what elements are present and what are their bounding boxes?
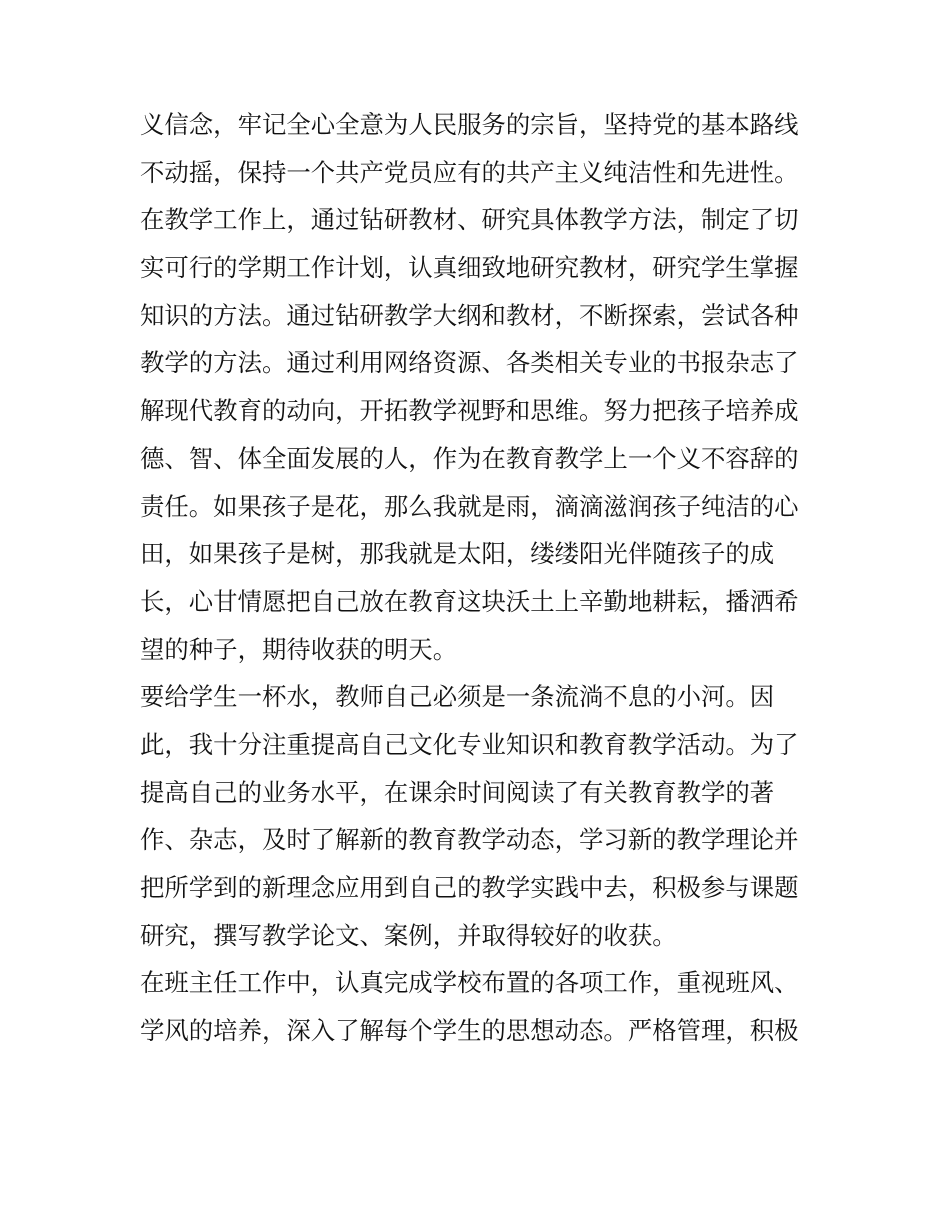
text-line: 知识的方法。通过钻研教学大纲和教材，不断探索，尝试各种 xyxy=(140,300,799,330)
text-line: 德、智、体全面发展的人，作为在教育教学上一个义不容辞的 xyxy=(140,443,799,473)
body-text xyxy=(140,101,820,1055)
text-line: 作、杂志，及时了解新的教育教学动态，学习新的教学理论并 xyxy=(140,825,799,855)
text-line: 把所学到的新理念应用到自己的教学实践中去，积极参与课题 xyxy=(140,873,799,902)
text-line: 责任。如果孩子是花，那么我就是雨，滴滴滋润孩子纯洁的心 xyxy=(140,491,799,521)
text-line: 解现代教育的动向，开拓教学视野和思维。努力把孩子培养成 xyxy=(140,396,799,426)
text-line: 教学的方法。通过利用网络资源、各类相关专业的书报杂志了 xyxy=(140,348,799,378)
text-line: 此，我十分注重提高自己文化专业知识和教育教学活动。为了 xyxy=(140,729,799,759)
text-line: 长，心甘情愿把自己放在教育这块沃土上辛勤地耕耘，播洒希 xyxy=(140,586,799,616)
text-line: 田，如果孩子是树，那我就是太阳，缕缕阳光伴随孩子的成 xyxy=(140,539,775,569)
text-line: 望的种子，期待收获的明天。 xyxy=(140,634,458,664)
text-line: 要给学生一杯水，教师自己必须是一条流淌不息的小河。因 xyxy=(140,682,775,712)
text-line: 不动摇，保持一个共产党员应有的共产主义纯洁性和先进性。 xyxy=(140,157,799,187)
text-line: 实可行的学期工作计划，认真细致地研究教材，研究学生掌握 xyxy=(140,253,799,283)
text-line: 义信念，牢记全心全意为人民服务的宗旨，坚持党的基本路线 xyxy=(140,110,799,139)
text-line: 学风的培养，深入了解每个学生的思想动态。严格管理，积极 xyxy=(140,1016,799,1046)
text-line: 提高自己的业务水平，在课余时间阅读了有关教育教学的著 xyxy=(140,777,775,807)
text-line: 在教学工作上，通过钻研教材、研究具体教学方法，制定了切 xyxy=(140,205,799,235)
text-line: 在班主任工作中，认真完成学校布置的各项工作，重视班风、 xyxy=(140,968,799,998)
text-line: 研究，撰写教学论文、案例，并取得较好的收获。 xyxy=(140,920,677,950)
